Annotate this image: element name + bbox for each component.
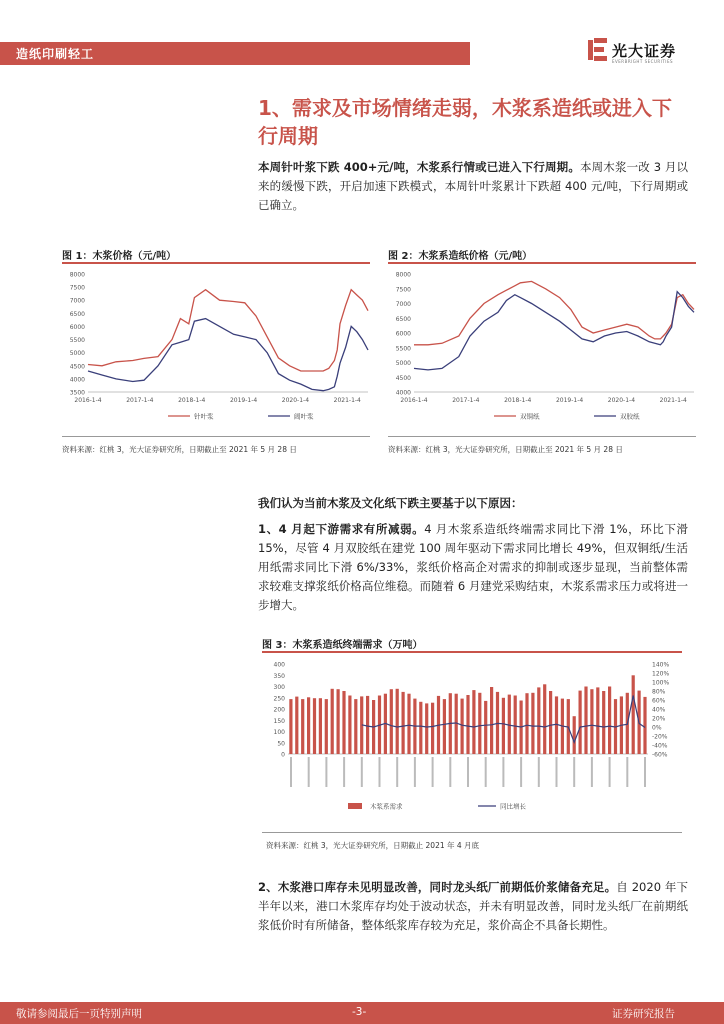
fig3-y-right-tick: 0%	[652, 724, 662, 732]
fig3-bar	[443, 699, 446, 754]
fig3-x-tick-mark	[591, 757, 593, 787]
section-title: 1、需求及市场情绪走弱，木浆系造纸或进入下行周期	[258, 96, 672, 148]
fig1-x-tick: 2016-1-4	[74, 397, 102, 404]
fig3-bar	[573, 716, 576, 754]
fig3-y-left-tick: 100	[273, 729, 285, 736]
footer-report-type: 证券研究报告	[612, 1008, 675, 1020]
fig3-y-right-tick: 120%	[652, 670, 670, 678]
fig3-y-left-tick: 300	[273, 684, 285, 691]
fig3-bar	[608, 687, 611, 755]
reason2-text: 自 2020 年下半年以来，港口木浆库存均处于波动状态，并未有明显改善，同时龙头纸厂在前期纸浆低价时有所储备，整体纸浆库存较为充足，浆价高企不具备长期性。	[258, 880, 689, 932]
fig1-source: 资料来源：红桃 3，光大证券研究所，日期截止至 2021 年 5 月 28 日	[62, 445, 297, 454]
fig1-rule	[62, 262, 370, 264]
fig3-y-left-tick: 400	[273, 661, 285, 669]
intro-text: 本周木浆一改 3 月以来的缓慢下跌，开启加速下跌模式，本周针叶浆累计下跌超 400 元/吨，下行周期或已确立。	[258, 160, 688, 212]
reasons-heading: 我们认为当前木浆及文化纸下跌主要基于以下原因：	[258, 496, 523, 510]
fig1-y-tick: 3500	[69, 389, 85, 397]
fig2-y-tick: 5000	[395, 360, 411, 367]
fig2-series-a	[414, 281, 694, 344]
fig3-x-tick-mark	[396, 757, 398, 787]
fig3-source: 资料来源：红桃 3，光大证券研究所，日期截止 2021 年 4 月底	[266, 841, 480, 850]
fig3-bar	[301, 699, 304, 754]
brand-name: 光大证券	[612, 42, 677, 60]
fig3-bar	[366, 696, 369, 754]
fig3-chart	[262, 656, 682, 828]
fig1-y-tick: 4500	[69, 363, 85, 371]
fig3-bar	[354, 699, 357, 754]
page-number: -3-	[352, 1006, 367, 1018]
fig2-y-tick: 6500	[395, 315, 411, 323]
fig3-x-tick-mark	[361, 757, 363, 787]
fig2-y-tick: 7000	[395, 301, 411, 308]
fig2-x-tick: 2021-1-4	[659, 397, 687, 404]
fig2-x-tick: 2020-1-4	[607, 397, 636, 404]
fig1-x-tick: 2017-1-4	[126, 397, 154, 404]
fig3-bar	[602, 691, 605, 754]
reason1-text: 4 月木浆系造纸终端需求同比下滑 1%，环比下滑 15%，尽管 4 月双胶纸在建党 100 周年驱动下需求同比增长 49%，但双铜纸/生活用纸需求同比下滑 6%/33%，浆纸价格高企对需求的抑制或逐步显现，当前整体需求较难支撑浆纸价格高位维稳。而随着 6 月建党采购结束，木浆系需求压力或将进一步增大。	[258, 522, 688, 612]
fig3-bar	[502, 698, 505, 754]
fig1-x-tick: 2020-1-4	[281, 397, 310, 404]
fig3-x-tick-mark	[467, 757, 469, 787]
fig1-y-tick: 5500	[69, 337, 85, 345]
fig2-legend-label: 双胶纸	[620, 412, 640, 421]
fig3-bar	[461, 699, 464, 754]
fig3-bar	[407, 694, 410, 754]
fig1-y-tick: 6500	[69, 310, 85, 318]
fig3-bar	[596, 687, 599, 754]
fig3-x-tick-mark	[538, 757, 540, 787]
fig3-y-left-tick: 350	[273, 672, 285, 680]
fig3-bar	[531, 693, 534, 754]
fig2-y-tick: 4500	[395, 374, 411, 382]
brand-logo	[588, 38, 678, 70]
fig2-x-tick: 2017-1-4	[452, 397, 480, 404]
fig3-y-right-tick: 20%	[652, 715, 666, 723]
fig3-bar	[590, 689, 593, 754]
fig3-y-right-tick: -20%	[652, 733, 668, 741]
footer-disclaimer: 敬请参阅最后一页特别声明	[16, 1008, 142, 1020]
fig3-y-left-tick: 50	[277, 740, 285, 748]
fig3-x-tick-mark	[343, 757, 345, 787]
fig1-x-tick: 2019-1-4	[229, 397, 258, 404]
fig2-y-tick: 8000	[395, 271, 411, 279]
intro-paragraph	[258, 158, 688, 215]
fig3-title: 图 3：木浆系造纸终端需求（万吨）	[262, 640, 423, 651]
fig3-bar	[579, 691, 582, 754]
fig2-y-tick: 4000	[395, 389, 411, 397]
reason2-bold: 2、木浆港口库存未见明显改善，同时龙头纸厂前期低价浆储备充足。	[258, 880, 617, 894]
fig3-bar	[295, 697, 298, 754]
fig2-title: 图 2：木浆系造纸价格（元/吨）	[388, 251, 533, 262]
fig1-y-tick: 6000	[69, 323, 85, 331]
fig3-rule	[262, 651, 682, 653]
fig1-title: 图 1：木浆价格（元/吨）	[62, 251, 177, 262]
fig1-bottom-rule	[62, 436, 370, 437]
fig3-x-tick-mark	[432, 757, 434, 787]
fig3-x-tick-mark	[414, 757, 416, 787]
fig3-bar	[549, 691, 552, 754]
fig3-bar	[313, 698, 316, 754]
fig3-bar	[337, 689, 340, 754]
fig3-x-tick-mark	[502, 757, 504, 787]
fig3-x-tick-mark	[609, 757, 611, 787]
fig3-x-tick-mark	[520, 757, 522, 787]
fig3-bar	[484, 701, 487, 754]
fig2-x-tick: 2018-1-4	[504, 397, 532, 404]
fig3-x-tick-mark	[573, 757, 575, 787]
fig3-bar	[543, 684, 546, 754]
fig2-y-tick: 5500	[395, 345, 411, 353]
fig2-y-tick: 6000	[395, 330, 411, 338]
fig3-x-tick-mark	[644, 757, 646, 787]
fig3-bar	[331, 689, 334, 754]
fig1-legend-label: 针叶浆	[194, 412, 214, 421]
fig2-bottom-rule	[388, 436, 696, 437]
fig1-y-tick: 8000	[69, 271, 85, 279]
fig2-series-b	[414, 292, 694, 370]
section-label: 造纸印刷轻工	[16, 47, 95, 61]
fig3-y-right-tick: 80%	[652, 688, 666, 696]
reason1-bold: 1、4 月起下游需求有所减弱。	[258, 522, 425, 536]
fig3-y-left-tick: 200	[273, 706, 285, 714]
fig2-source: 资料来源：红桃 3，光大证券研究所，日期截止至 2021 年 5 月 28 日	[388, 445, 623, 454]
fig3-legend-label: 木浆系需求	[370, 802, 403, 811]
fig3-bar	[425, 703, 428, 754]
fig3-y-right-tick: 60%	[652, 697, 666, 705]
fig2-x-tick: 2016-1-4	[400, 397, 428, 404]
fig3-y-right-tick: -60%	[652, 751, 668, 759]
fig3-bottom-rule	[262, 832, 682, 833]
fig3-legend-swatch	[348, 803, 362, 809]
fig3-bar	[319, 698, 322, 754]
fig3-y-left-tick: 150	[273, 717, 285, 725]
fig3-x-tick-mark	[556, 757, 558, 787]
fig3-bar	[584, 687, 587, 755]
fig1-legend-label: 阔叶浆	[294, 412, 314, 421]
fig3-bar	[307, 697, 310, 754]
fig1-series-a	[88, 290, 368, 371]
fig3-bar	[472, 690, 475, 754]
brand-logo-icon	[588, 38, 608, 62]
fig3-bar	[342, 691, 345, 754]
fig3-y-right-tick: 40%	[652, 706, 666, 714]
fig3-bar	[508, 695, 511, 754]
fig1-y-tick: 7000	[69, 297, 85, 305]
fig3-y-right-tick: 100%	[652, 679, 670, 687]
intro-bold: 本周针叶浆下跌 400+元/吨，木浆系行情或已进入下行周期。	[258, 160, 580, 174]
fig3-y-left-tick: 250	[273, 695, 285, 703]
fig3-bar	[431, 703, 434, 754]
fig3-x-tick-mark	[308, 757, 310, 787]
fig3-x-tick-mark	[485, 757, 487, 787]
fig3-bar	[632, 675, 635, 754]
fig1-chart	[62, 266, 370, 432]
reason1-paragraph	[258, 520, 688, 615]
fig3-x-tick-mark	[325, 757, 327, 787]
fig3-bar	[514, 696, 517, 755]
fig3-bar	[390, 689, 393, 754]
fig3-bar	[325, 699, 328, 754]
fig3-bar	[348, 696, 351, 755]
fig3-bar	[289, 699, 292, 754]
fig3-bar	[466, 695, 469, 754]
fig3-y-right-tick: -40%	[652, 742, 668, 750]
fig1-y-tick: 7500	[69, 284, 85, 292]
fig3-bar	[525, 693, 528, 754]
fig1-series-b	[88, 319, 368, 391]
fig3-bar	[396, 689, 399, 754]
fig1-x-tick: 2021-1-4	[333, 397, 361, 404]
fig3-bar	[402, 692, 405, 754]
fig3-x-tick-mark	[626, 757, 628, 787]
reason2-paragraph	[258, 878, 688, 935]
fig1-y-tick: 4000	[69, 376, 85, 384]
fig3-bar	[419, 702, 422, 754]
fig2-y-tick: 7500	[395, 286, 411, 294]
fig3-bar	[643, 697, 646, 754]
fig3-y-right-tick: 140%	[652, 661, 670, 669]
fig3-bar	[490, 687, 493, 754]
fig3-x-tick-mark	[449, 757, 451, 787]
fig3-x-tick-mark	[290, 757, 292, 787]
fig2-chart	[388, 266, 696, 432]
fig3-y-left-tick: 0	[281, 751, 285, 759]
fig3-bar	[537, 687, 540, 754]
fig2-rule	[388, 262, 696, 264]
brand-sub: EVERBRIGHT SECURITIES	[612, 59, 674, 64]
fig2-legend-label: 双铜纸	[520, 412, 540, 421]
fig3-x-tick-mark	[379, 757, 381, 787]
fig1-x-tick: 2018-1-4	[178, 397, 206, 404]
fig3-bar	[478, 693, 481, 754]
fig2-x-tick: 2019-1-4	[555, 397, 584, 404]
fig3-legend-label: 同比增长	[500, 802, 526, 811]
fig1-y-tick: 5000	[69, 350, 85, 358]
